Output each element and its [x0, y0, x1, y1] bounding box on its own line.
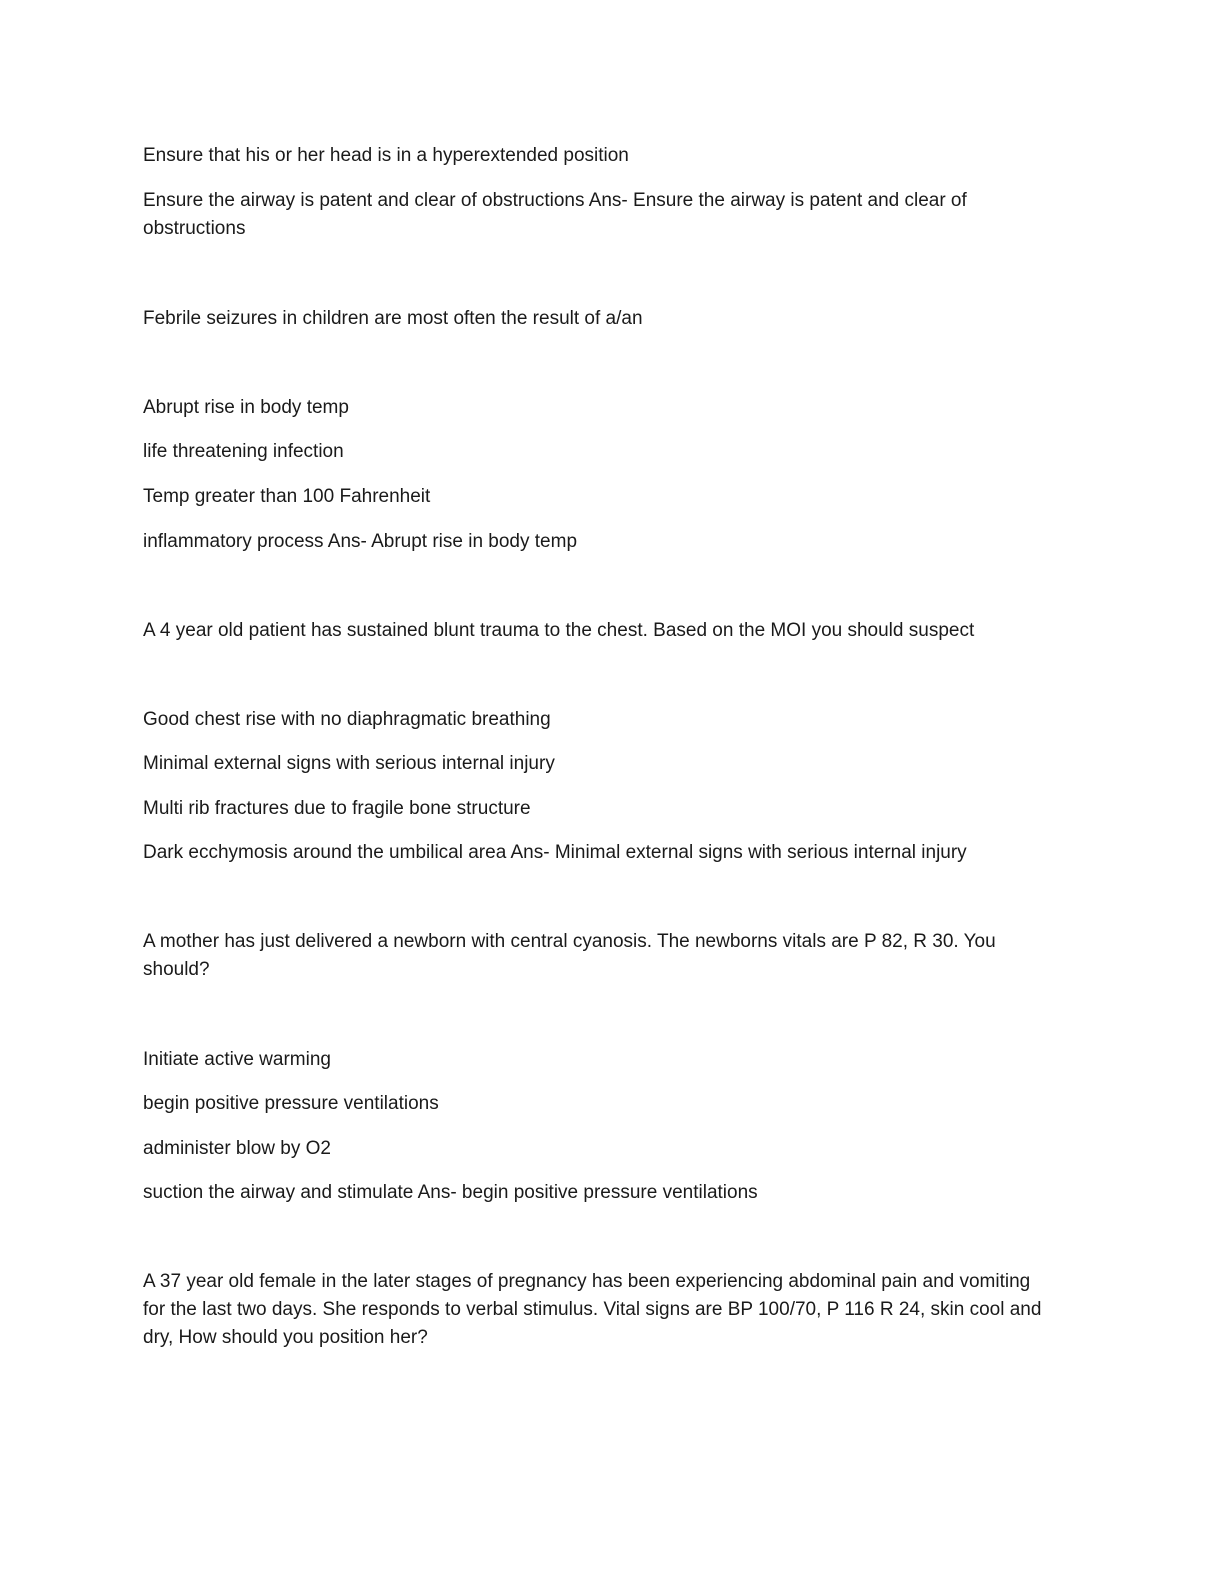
answer-option: Minimal external signs with serious internal injury — [143, 753, 555, 774]
answer-option: Good chest rise with no diaphragmatic breathing — [143, 709, 551, 730]
answer-option: Temp greater than 100 Fahrenheit — [143, 486, 431, 507]
question-text: A mother has just delivered a newborn with central cyanosis. The newborns vitals are P 82, R 30. You should? — [143, 931, 996, 980]
answer-option: life threatening infection — [143, 441, 344, 462]
answer-option: Ensure that his or her head is in a hyperextended position — [143, 145, 629, 166]
answer-option-with-key: suction the airway and stimulate Ans- begin positive pressure ventilations — [143, 1182, 758, 1203]
answer-option: Multi rib fractures due to fragile bone structure — [143, 798, 531, 819]
question-text: A 37 year old female in the later stages of pregnancy has been experiencing abdominal pain and vomiting for the last two days. She responds to verbal stimulus. Vital signs are BP 100/70, P 116 R 24, skin cool and dry, How should you position her? — [143, 1271, 1042, 1348]
answer-option-with-key: Dark ecchymosis around the umbilical area Ans- Minimal external signs with serious internal injury — [143, 842, 967, 863]
answer-option: Abrupt rise in body temp — [143, 397, 349, 418]
question-text: A 4 year old patient has sustained blunt trauma to the chest. Based on the MOI you should suspect — [143, 620, 975, 641]
answer-option-with-key: Ensure the airway is patent and clear of obstructions Ans- Ensure the airway is patent and clear of obstructions — [143, 190, 967, 239]
answer-option: begin positive pressure ventilations — [143, 1093, 439, 1114]
answer-option: Initiate active warming — [143, 1049, 331, 1070]
answer-option-with-key: inflammatory process Ans- Abrupt rise in body temp — [143, 531, 578, 552]
answer-option: administer blow by O2 — [143, 1138, 331, 1159]
question-text: Febrile seizures in children are most often the result of a/an — [143, 308, 643, 329]
